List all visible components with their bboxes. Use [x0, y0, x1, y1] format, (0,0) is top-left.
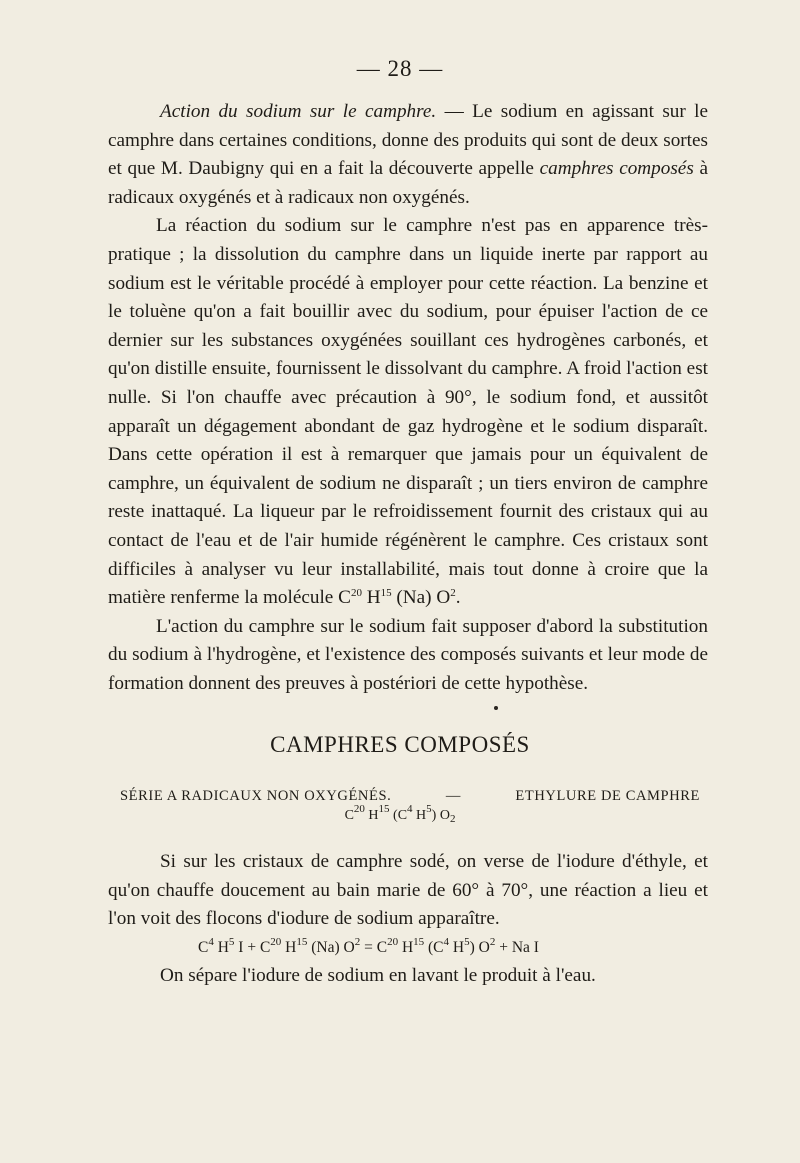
intro-lead: Action du sodium sur le camphre.: [160, 101, 437, 122]
section-title: CAMPHRES COMPOSÉS: [270, 732, 530, 757]
reaction-text: La réaction du sodium sur le camphre n'est pas en apparence très-pratique ; la dissolution du camphre dans un liquide inerte par rapport au sodium est le véritable procédé à employer pour cette réaction. La benzine et le toluène qu'on a fait bouillir avec du sodium, pour épuiser l'action de ce dernier sur les substances oxygénées souillant ces hydrogènes carbonés, et qu'on distille ensuite, fournissent le dissolvant du camphre. A froid l'action est nulle. Si l'on chauffe avec précaution à 90°, le sodium fond, et aussitôt apparaît un dégagement abondant de gaz hydrogène et le sodium disparaît. Dans cette opération il est à remarquer que jamais pour un équivalent de camphre, un équivalent de sodium ne disparaît ; un tiers environ de camphre reste inattaqué. La liqueur par le refroidissement fournit des cristaux qui au contact de l'eau et de l'air humide régénèrent le camphre. Ces cristaux sont difficiles à analyser vu leur installabilité, mais tout donne à croire que la matière renferme la molécule: [108, 215, 708, 609]
page-number: — 28 —: [356, 56, 444, 81]
intro-paragraph: [108, 98, 708, 212]
procedure-paragraph: Si sur les cristaux de camphre sodé, on verse de l'iodure d'éthyle, et qu'on chauffe doucement au bain marie de 60° à 70°, une réaction a lieu et l'on voit des flocons d'iodure de sodium apparaître.: [108, 851, 708, 930]
molecule-formula: $C^{20}$ $H^{15}$ (Na) $O^2$.: [338, 587, 461, 609]
series-left: SÉRIE A RADICAUX NON OXYGÉNÉS.: [120, 788, 392, 804]
separation-paragraph: On sépare l'iodure de sodium en lavant le produit à l'eau.: [160, 965, 596, 987]
ethylure-formula: $C^{20}$ $H^{15}$ ($C^4$ $H^5$) $O_2$: [344, 803, 456, 825]
reaction-paragraph: [108, 212, 708, 612]
hypothesis-paragraph: L'action du camphre sur le sodium fait supposer d'abord la substitution du sodium à l'hydrogène, et l'existence des composés suivants et leur mode de formation donnent des preuves à postériori de cette hypothèse.: [108, 615, 708, 694]
upper-text-block: [108, 98, 708, 698]
intro-italic-term: camphres composés: [539, 158, 694, 180]
ink-dot: [494, 706, 498, 710]
series-right: ETHYLURE DE CAMPHRE: [515, 788, 700, 804]
intro-text: — Le sodium en agissant sur le camphre dans certaines conditions, donne des produits qui sont de deux sortes et que M. Daubigny qui en a fait la découverte appelle: [108, 101, 708, 180]
reaction-equation: $C^4$ $H^5$ $I + C^{20}$ $H^{15}$ (Na) $O^2 = C^{20}$ $H^{15}$ ($C^4$ $H^5$) $O^2 + Na$ I: [198, 935, 539, 956]
intro-text-end: à radicaux oxygénés et à radicaux non oxygénés.: [108, 158, 708, 208]
series-dash: —: [445, 788, 461, 804]
lower-text-block: [108, 848, 708, 991]
